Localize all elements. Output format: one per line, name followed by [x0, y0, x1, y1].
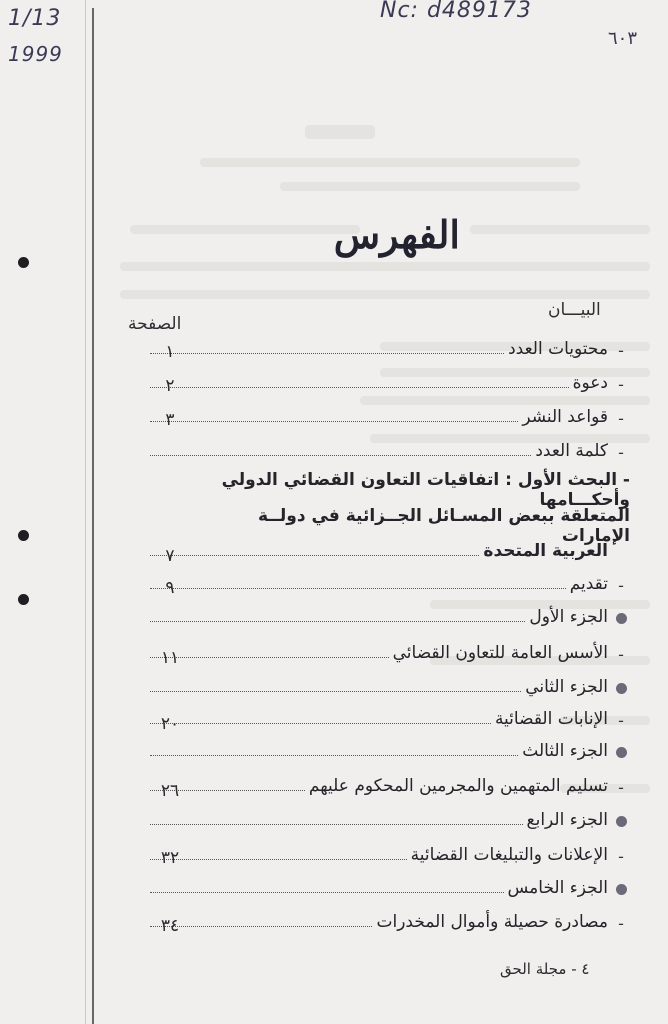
footer-journal-name: مجلة الحق — [500, 960, 567, 978]
dash-marker: - — [618, 575, 624, 595]
dash-marker: - — [618, 846, 624, 866]
toc-entry-label: الإعلانات والتبليغات القضائية — [410, 845, 608, 865]
toc-row — [150, 769, 630, 799]
dot-leader — [150, 386, 569, 388]
toc-row — [150, 400, 630, 430]
dot-leader — [150, 891, 504, 893]
dot-leader — [150, 754, 518, 756]
toc-page-number: ٩ — [165, 578, 175, 598]
toc-row — [150, 871, 630, 901]
dot-leader — [150, 620, 525, 622]
page-title: الفهرس — [333, 212, 460, 257]
content-column-header: البيـــان — [548, 300, 601, 320]
toc-row — [150, 567, 630, 597]
page-column-header: الصفحة — [128, 314, 182, 334]
toc-entry-label: الإنابات القضائية — [494, 709, 608, 729]
toc-row — [150, 366, 630, 396]
dash-marker: - — [618, 710, 624, 730]
dash-marker: - — [618, 644, 624, 664]
handwritten-call-number: Nc: d489173 — [380, 0, 532, 23]
handwritten-page-mark: ٦٠٣ — [608, 28, 638, 49]
toc-page-number: ٢٦ — [160, 781, 180, 801]
research-title-line-2: المتعلقة ببعض المسـائل الجــزائية في دولــة الإمارات — [257, 506, 630, 546]
dash-marker: - — [618, 913, 624, 933]
handwritten-year: 1999 — [8, 42, 63, 66]
punch-hole — [18, 594, 29, 605]
toc-row — [150, 702, 630, 732]
toc-page-number: ١ — [165, 342, 175, 362]
toc-page-number: ١١ — [160, 648, 180, 668]
toc-row — [150, 600, 630, 630]
bullet-marker — [616, 816, 627, 827]
toc-row — [150, 332, 630, 362]
dot-leader — [150, 722, 491, 724]
dot-leader — [150, 690, 521, 692]
page-footer: ٤ - مجلة الحق — [500, 960, 590, 978]
toc-entry-label: الجزء الثاني — [525, 677, 608, 697]
toc-row — [150, 803, 630, 833]
dot-leader — [150, 554, 479, 556]
bullet-marker — [616, 884, 627, 895]
toc-page-number: ٣٤ — [160, 916, 180, 936]
toc-entry-label: تقديم — [569, 574, 608, 594]
toc-entry-label: الجزء الرابع — [526, 810, 608, 830]
dot-leader — [150, 587, 566, 589]
toc-entry-label: تسليم المتهمين والمجرمين المحكوم عليهم — [308, 776, 608, 796]
toc-page-number: ٧ — [165, 546, 175, 566]
toc-row — [150, 905, 630, 935]
toc-entry-label: كلمة العدد — [535, 441, 608, 461]
toc-row — [150, 838, 630, 868]
dash-marker: - — [618, 374, 624, 394]
dot-leader — [150, 823, 523, 825]
toc-row — [150, 670, 630, 700]
dash-marker: - — [618, 340, 624, 360]
dot-leader — [150, 420, 518, 422]
toc-entry-label: قواعد النشر — [522, 407, 608, 427]
bullet-marker — [616, 613, 627, 624]
handwritten-volume: 1/13 — [8, 6, 62, 31]
dash-marker: - — [618, 408, 624, 428]
toc-page-number: ٢٠ — [160, 714, 180, 734]
toc-page-number: ٣ — [165, 410, 175, 430]
toc-entry-label: الجزء الخامس — [507, 878, 608, 898]
dash-marker: - — [618, 777, 624, 797]
dot-leader — [150, 454, 531, 456]
toc-row — [150, 434, 630, 464]
toc-entry-label: الجزء الثالث — [522, 741, 608, 761]
punch-hole — [18, 257, 29, 268]
toc-page-number: ٢ — [165, 376, 175, 396]
toc-entry-label: محتويات العدد — [508, 339, 608, 359]
dot-leader — [150, 352, 504, 354]
toc-page-number: ٣٢ — [160, 848, 180, 868]
toc-entry-label: مصادرة حصيلة وأموال المخدرات — [376, 912, 608, 932]
toc-entry-label: دعوة — [572, 373, 608, 393]
punch-hole — [18, 530, 29, 541]
bullet-marker — [616, 747, 627, 758]
toc-row — [150, 734, 630, 764]
binding-line — [92, 8, 94, 1024]
bullet-marker — [616, 683, 627, 694]
toc-entry-label: الجزء الأول — [529, 607, 608, 627]
research-title-line-3: العربية المتحدة — [483, 541, 608, 561]
page-edge-line — [85, 0, 86, 1024]
dash-marker: - — [618, 442, 624, 462]
footer-page-number: ٤ — [581, 960, 590, 978]
toc-entry-label: الأسس العامة للتعاون القضائي — [392, 643, 608, 663]
toc-row — [150, 636, 630, 666]
research-title-line-1: - البحث الأول : اتفاقيات التعاون القضائي الدولي وأحكـــامها — [221, 470, 630, 510]
toc-row — [150, 534, 630, 564]
